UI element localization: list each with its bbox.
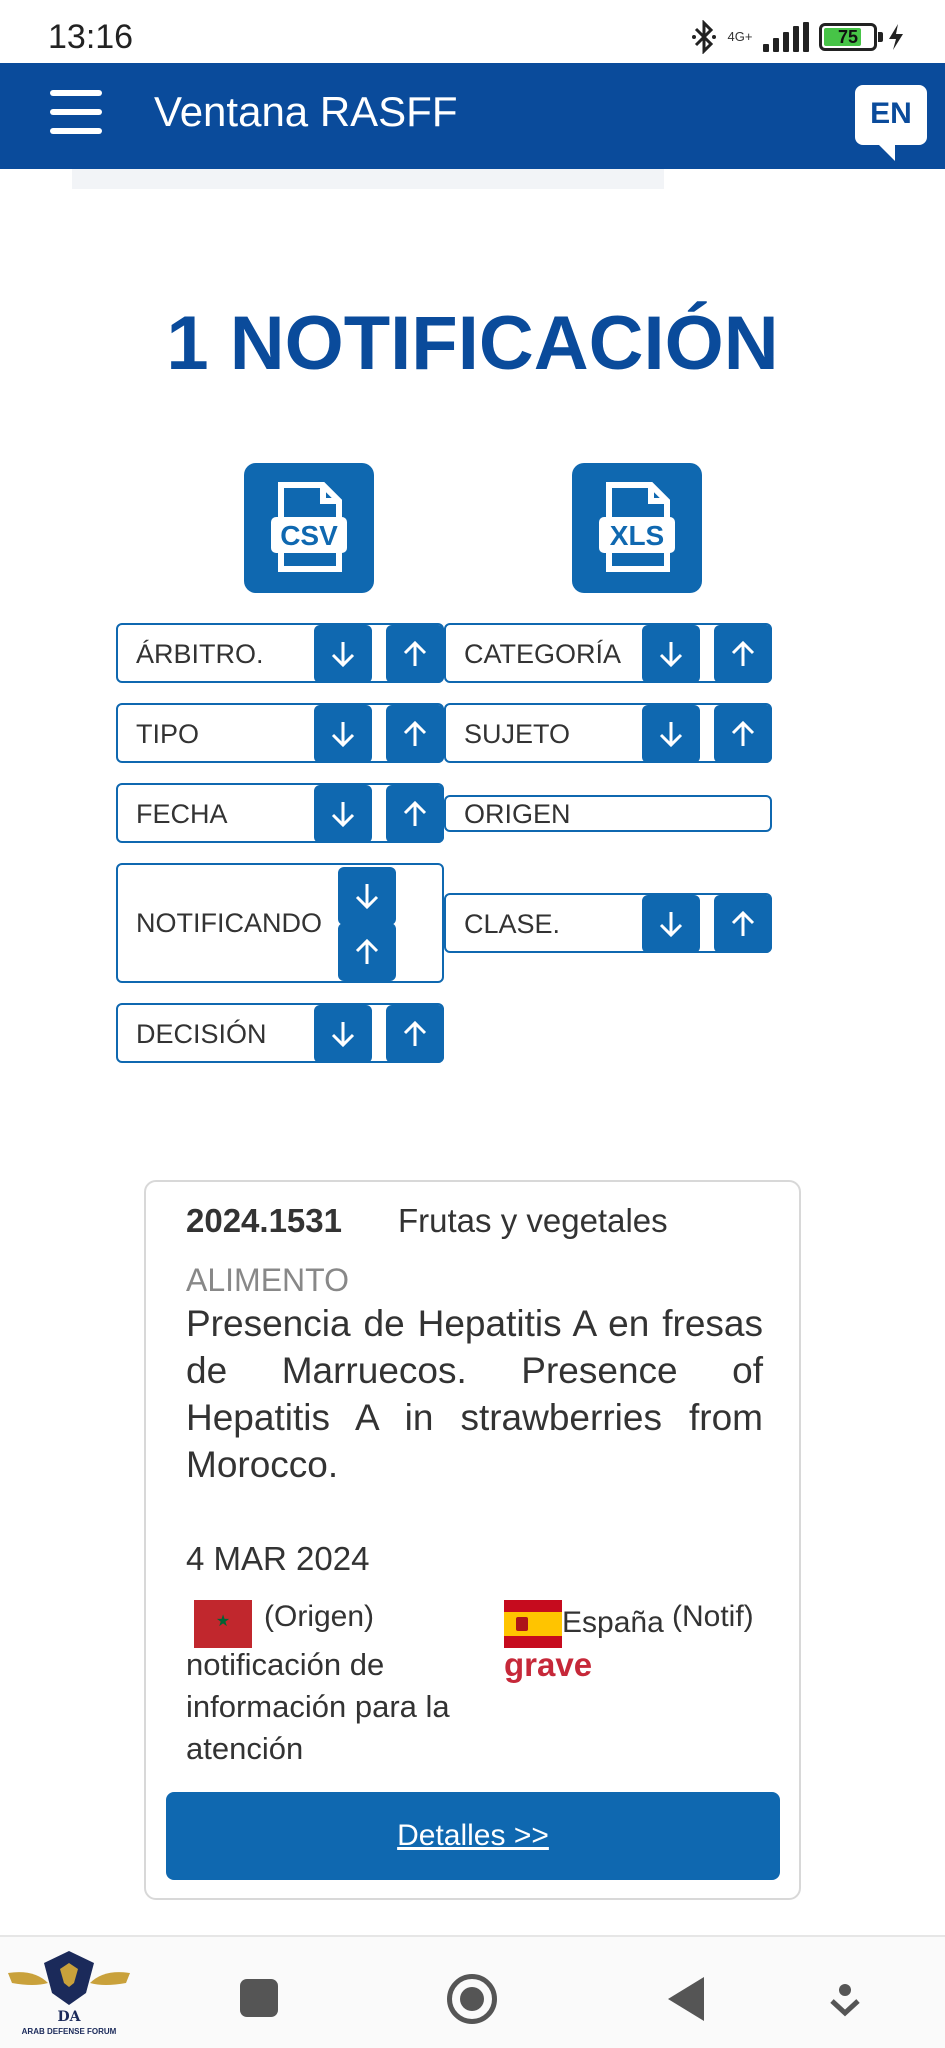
status-icons xyxy=(691,20,905,54)
arrow-down-icon xyxy=(328,719,358,749)
back-icon[interactable] xyxy=(668,1977,704,2021)
csv-label: CSV xyxy=(280,520,338,551)
arrow-up-icon xyxy=(728,909,758,939)
bluetooth-icon xyxy=(691,20,717,54)
sort-desc-button[interactable] xyxy=(642,625,700,683)
sort-desc-button[interactable] xyxy=(314,785,372,843)
arrow-down-icon xyxy=(328,1019,358,1049)
sort-asc-button[interactable] xyxy=(386,625,444,683)
arrow-down-icon xyxy=(328,639,358,669)
menu-icon[interactable] xyxy=(50,90,102,134)
logo-text: ARAB DEFENSE FORUM xyxy=(21,2027,117,2036)
sort-desc-button[interactable] xyxy=(338,867,396,925)
eagle-emblem-icon xyxy=(4,1943,134,2027)
filter-label: CLASE. xyxy=(464,909,561,939)
filter-origen xyxy=(444,795,772,832)
sort-asc-button[interactable] xyxy=(386,1005,444,1063)
arrow-down-icon xyxy=(656,909,686,939)
arrow-up-icon xyxy=(400,639,430,669)
filter-label: ÁRBITRO. xyxy=(136,639,264,669)
notification-date: 4 MAR 2024 xyxy=(186,1540,370,1577)
product-type: ALIMENTO xyxy=(186,1262,349,1298)
arrow-up-icon xyxy=(400,719,430,749)
notification-reference: 2024.1531 xyxy=(186,1202,342,1239)
csv-file-icon xyxy=(269,481,349,575)
recents-icon[interactable] xyxy=(240,1979,278,2017)
filter-label: NOTIFICANDO xyxy=(136,908,322,938)
sort-desc-button[interactable] xyxy=(642,895,700,953)
sort-asc-button[interactable] xyxy=(714,705,772,763)
filter-clase xyxy=(444,893,772,953)
filter-decision xyxy=(116,1003,444,1063)
arrow-down-icon xyxy=(352,881,382,911)
filter-sujeto xyxy=(444,703,772,763)
arrow-up-icon xyxy=(728,639,758,669)
battery-level: 75 xyxy=(837,27,859,47)
arrow-down-icon xyxy=(656,639,686,669)
status-time: 13:16 xyxy=(48,18,134,56)
xls-file-icon xyxy=(597,481,677,575)
notification-card xyxy=(144,1180,801,1900)
sort-desc-button[interactable] xyxy=(314,625,372,683)
morocco-flag-icon xyxy=(194,1600,252,1648)
notification-classification: notificación de información para la atención xyxy=(186,1647,450,1766)
arrow-up-icon xyxy=(400,1019,430,1049)
language-button[interactable]: EN xyxy=(855,85,927,145)
notifying-label: (Notif) xyxy=(672,1600,754,1633)
csv-download-button[interactable] xyxy=(244,463,374,593)
home-icon[interactable] xyxy=(447,1974,497,2024)
filter-categoria xyxy=(444,623,772,683)
risk-decision: grave xyxy=(504,1646,593,1683)
arrow-down-icon xyxy=(656,719,686,749)
battery-icon xyxy=(819,23,877,51)
sort-desc-button[interactable] xyxy=(314,705,372,763)
details-button[interactable] xyxy=(166,1792,780,1880)
svg-text:DA: DA xyxy=(57,2009,81,2025)
arrow-down-icon xyxy=(328,799,358,829)
app-bar xyxy=(0,63,945,169)
charging-icon xyxy=(887,23,905,51)
signal-icon xyxy=(763,22,809,52)
results-count: 1 NOTIFICACIÓN xyxy=(166,301,779,386)
filter-label: DECISIÓN xyxy=(136,1019,267,1049)
xls-label: XLS xyxy=(609,520,665,551)
arrow-up-icon xyxy=(728,719,758,749)
notifying-country: España xyxy=(562,1606,664,1639)
filter-label: ORIGEN xyxy=(464,799,571,829)
status-bar xyxy=(0,0,945,63)
notification-subject: Presencia de Hepatitis A en fresas de Marruecos. Presence of Hepatitis A in strawberries from Morocco. xyxy=(186,1303,763,1485)
filter-label: SUJETO xyxy=(464,719,571,749)
filter-fecha xyxy=(116,783,444,843)
sort-desc-button[interactable] xyxy=(314,1005,372,1063)
spain-flag-icon xyxy=(504,1600,562,1648)
notification-category: Frutas y vegetales xyxy=(398,1202,668,1239)
arrow-up-icon xyxy=(400,799,430,829)
filter-notificando xyxy=(116,863,444,983)
sort-asc-button[interactable] xyxy=(714,625,772,683)
app-title: Ventana RASFF xyxy=(154,88,458,135)
filter-arbitro xyxy=(116,623,444,683)
forum-logo xyxy=(4,1943,134,2048)
origin-label: (Origen) xyxy=(264,1600,375,1633)
sort-asc-button[interactable] xyxy=(386,705,444,763)
sort-desc-button[interactable] xyxy=(642,705,700,763)
network-type: 4G+ xyxy=(727,29,753,44)
filter-tipo xyxy=(116,703,444,763)
arrow-up-icon xyxy=(352,937,382,967)
search-strip xyxy=(72,169,664,189)
filter-label: CATEGORÍA xyxy=(464,639,622,669)
details-label: Detalles >> xyxy=(397,1819,549,1852)
system-nav-bar xyxy=(0,1935,945,2048)
sort-asc-button[interactable] xyxy=(386,785,444,843)
sort-asc-button[interactable] xyxy=(338,923,396,981)
sort-asc-button[interactable] xyxy=(714,895,772,953)
filter-label: TIPO xyxy=(136,719,200,749)
filter-label: FECHA xyxy=(136,799,228,829)
xls-download-button[interactable] xyxy=(572,463,702,593)
hide-nav-icon[interactable] xyxy=(830,1981,860,2017)
